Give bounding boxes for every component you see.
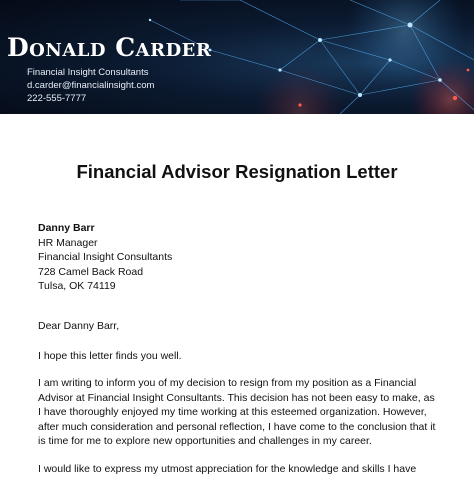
sender-email[interactable]: d.carder@financialinsight.com (27, 80, 155, 91)
sender-company: Financial Insight Consultants (27, 67, 149, 78)
recipient-role: HR Manager (38, 236, 98, 249)
letter-salutation: Dear Danny Barr, (38, 320, 120, 332)
letter-paragraph: I would like to express my utmost appreciation for the knowledge and skills I have (38, 463, 417, 475)
recipient-street: 728 Camel Back Road (38, 265, 144, 278)
sender-phone: 222-555-7777 (27, 93, 87, 104)
recipient-city: Tulsa, OK 74119 (38, 280, 116, 292)
recipient-name: Danny Barr (38, 222, 95, 234)
letterhead-banner (0, 0, 474, 114)
recipient-company: Financial Insight Consultants (38, 251, 173, 263)
document-title: Financial Advisor Resignation Letter (76, 161, 398, 182)
recipient-address-block (38, 221, 172, 294)
sender-name: Donald Carder (7, 33, 212, 62)
letter-paragraph: I hope this letter finds you well. (38, 350, 182, 362)
letter-paragraph: I am writing to inform you of my decision to resign from my position as a Financial Advisor at Financial Insight Consultants. This decision has not been easy to make, as I have thoroughly enjoyed my time working at this esteemed organization. However, after much consideration and personal reflection, I have come to the conclusion that it is time for me to explore new opportunities and challenges in my career. (38, 377, 436, 448)
